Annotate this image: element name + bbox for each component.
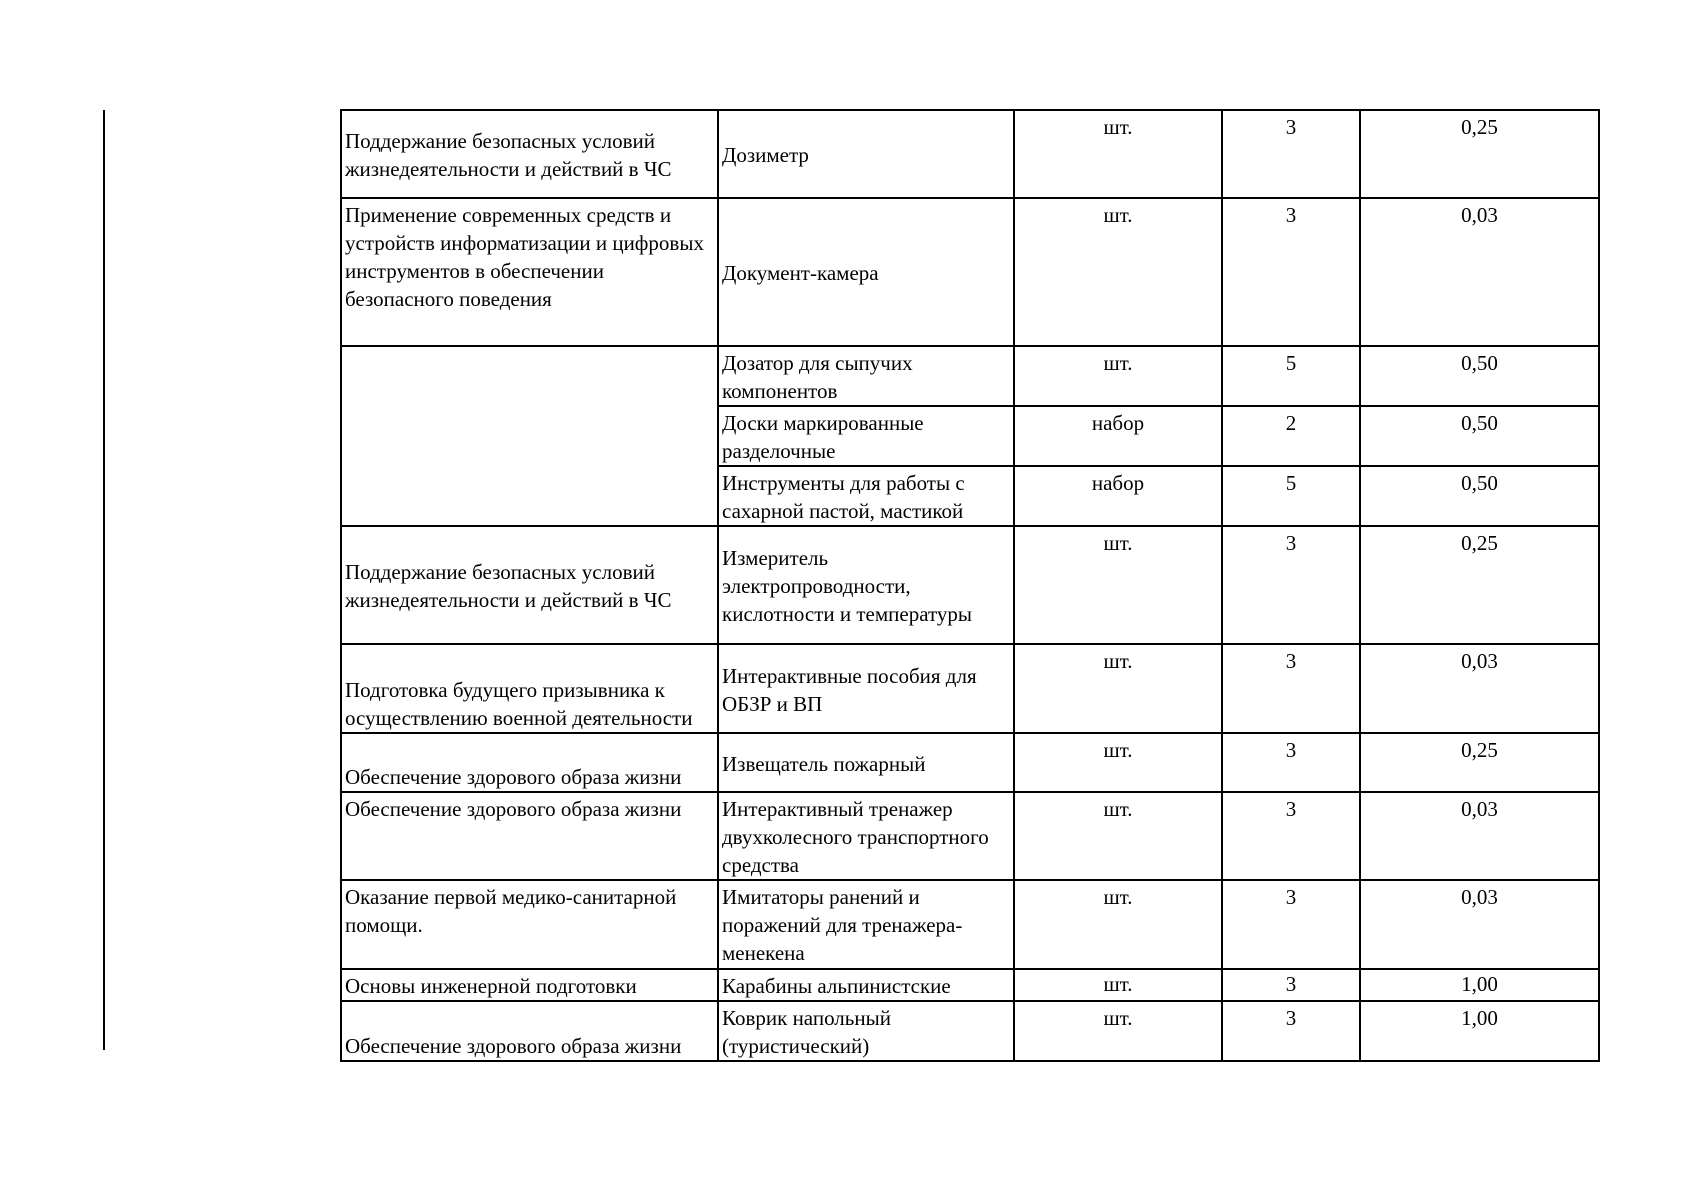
coefficient-cell: 0,50 — [1360, 346, 1599, 406]
unit-cell: набор — [1014, 406, 1222, 466]
quantity-cell: 3 — [1222, 792, 1360, 880]
quantity-cell: 3 — [1222, 880, 1360, 969]
coefficient-cell: 0,03 — [1360, 198, 1599, 346]
table-row — [341, 110, 1599, 198]
section-cell: Поддержание безопасных условий жизнедеятельности и действий в ЧС — [341, 110, 718, 198]
section-cell: Оказание первой медико-санитарной помощи. — [341, 880, 718, 969]
item-name-cell: Измеритель электропроводности, кислотности и температуры — [718, 526, 1014, 644]
item-name-cell: Имитаторы ранений и поражений для тренажера-менекена — [718, 880, 1014, 969]
quantity-cell: 3 — [1222, 733, 1360, 792]
quantity-cell: 3 — [1222, 1001, 1360, 1061]
unit-cell: шт. — [1014, 1001, 1222, 1061]
item-name-cell: Интерактивные пособия для ОБЗР и ВП — [718, 644, 1014, 733]
unit-cell: шт. — [1014, 110, 1222, 198]
item-name-cell: Дозиметр — [718, 110, 1014, 198]
table-row — [341, 1001, 1599, 1061]
section-cell: Применение современных средств и устройств информатизации и цифровых инструментов в обеспечении безопасного поведения — [341, 198, 718, 346]
quantity-cell: 3 — [1222, 969, 1360, 1001]
table-row — [341, 526, 1599, 644]
table-row — [341, 644, 1599, 733]
item-name-cell: Извещатель пожарный — [718, 733, 1014, 792]
page-margin-line — [103, 110, 105, 1050]
equipment-table — [340, 109, 1600, 1062]
table-row — [341, 198, 1599, 346]
item-name-cell: Инструменты для работы с сахарной пастой, мастикой — [718, 466, 1014, 526]
unit-cell: шт. — [1014, 792, 1222, 880]
coefficient-cell: 0,25 — [1360, 526, 1599, 644]
unit-cell: шт. — [1014, 198, 1222, 346]
item-name-cell: Документ-камера — [718, 198, 1014, 346]
section-cell: Обеспечение здорового образа жизни — [341, 1001, 718, 1061]
section-cell: Обеспечение здорового образа жизни — [341, 792, 718, 880]
item-name-cell: Дозатор для сыпучих компонентов — [718, 346, 1014, 406]
item-name-cell: Интерактивный тренажер двухколесного транспортного средства — [718, 792, 1014, 880]
quantity-cell: 3 — [1222, 526, 1360, 644]
coefficient-cell: 0,50 — [1360, 406, 1599, 466]
table-row — [341, 969, 1599, 1001]
section-cell — [341, 346, 718, 526]
unit-cell: шт. — [1014, 346, 1222, 406]
unit-cell: шт. — [1014, 880, 1222, 969]
unit-cell: шт. — [1014, 526, 1222, 644]
item-name-cell: Карабины альпинистские — [718, 969, 1014, 1001]
table-row — [341, 733, 1599, 792]
coefficient-cell: 0,03 — [1360, 792, 1599, 880]
quantity-cell: 5 — [1222, 466, 1360, 526]
coefficient-cell: 1,00 — [1360, 969, 1599, 1001]
coefficient-cell: 1,00 — [1360, 1001, 1599, 1061]
unit-cell: набор — [1014, 466, 1222, 526]
quantity-cell: 5 — [1222, 346, 1360, 406]
coefficient-cell: 0,03 — [1360, 644, 1599, 733]
table-row — [341, 792, 1599, 880]
section-cell: Основы инженерной подготовки — [341, 969, 718, 1001]
quantity-cell: 3 — [1222, 644, 1360, 733]
item-name-cell: Доски маркированные разделочные — [718, 406, 1014, 466]
section-cell: Обеспечение здорового образа жизни — [341, 733, 718, 792]
unit-cell: шт. — [1014, 644, 1222, 733]
coefficient-cell: 0,25 — [1360, 110, 1599, 198]
section-cell: Поддержание безопасных условий жизнедеятельности и действий в ЧС — [341, 526, 718, 644]
table-row — [341, 346, 1599, 406]
table-row — [341, 880, 1599, 969]
coefficient-cell: 0,03 — [1360, 880, 1599, 969]
quantity-cell: 2 — [1222, 406, 1360, 466]
coefficient-cell: 0,25 — [1360, 733, 1599, 792]
section-cell: Подготовка будущего призывника к осуществлению военной деятельности — [341, 644, 718, 733]
coefficient-cell: 0,50 — [1360, 466, 1599, 526]
unit-cell: шт. — [1014, 733, 1222, 792]
item-name-cell: Коврик напольный (туристический) — [718, 1001, 1014, 1061]
quantity-cell: 3 — [1222, 110, 1360, 198]
quantity-cell: 3 — [1222, 198, 1360, 346]
unit-cell: шт. — [1014, 969, 1222, 1001]
